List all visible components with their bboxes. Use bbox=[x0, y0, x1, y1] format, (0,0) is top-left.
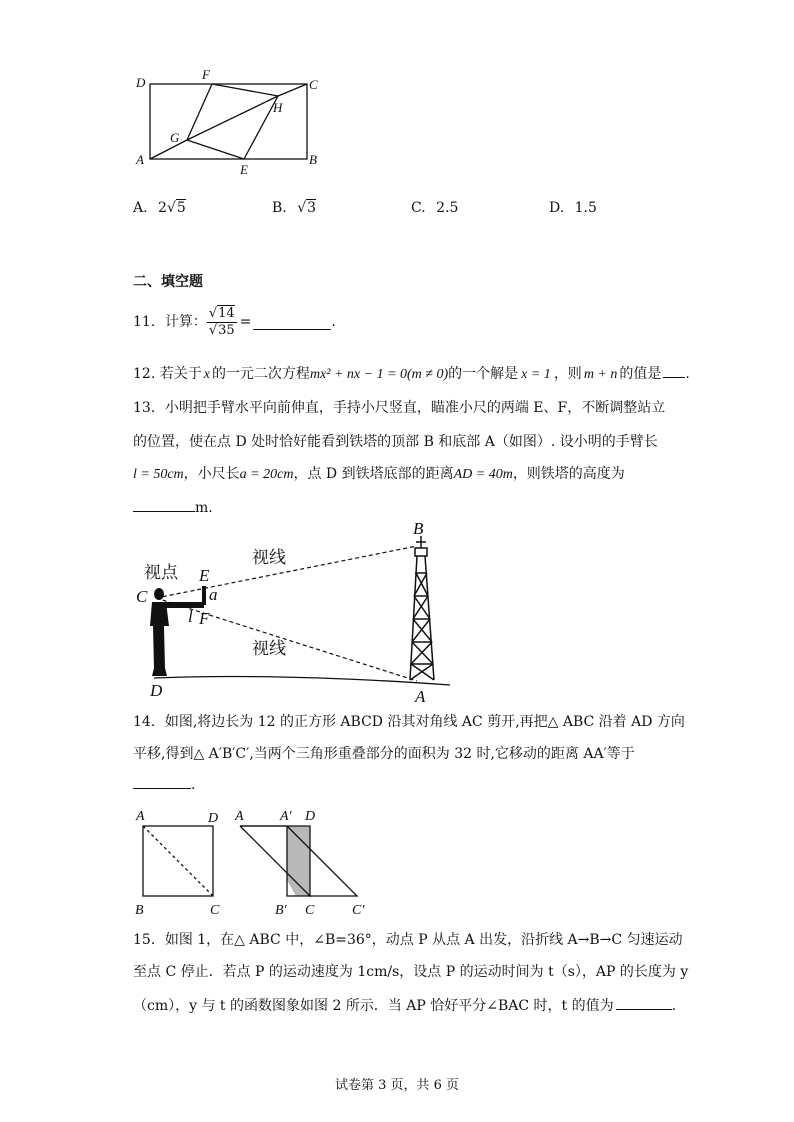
label-sightline-bottom: 视线 bbox=[252, 639, 286, 658]
label-f: F bbox=[202, 67, 210, 82]
question-14-line3: . bbox=[133, 774, 195, 795]
question-12: 12. 若关于 x 的一元二次方程mx² + nx − 1 = 0(m ≠ 0)的一个解是 x = 1 ，则 m + n 的值是 . bbox=[133, 363, 690, 385]
label-a-prime: A′ bbox=[280, 809, 292, 824]
question-15-line2: 至点 C 停止．若点 P 的运动速度为 1cm/s，设点 P 的运动时间为 t（s），AP 的长度为 y bbox=[133, 964, 689, 980]
question-13-line2: 的位置，使在点 D 处时恰好能看到铁塔的顶部 B 和底部 A（如图）. 设小明的手臂长 bbox=[133, 434, 658, 450]
label-a-lower: a bbox=[209, 585, 218, 604]
label-e: E bbox=[199, 566, 210, 585]
figure-tower-sightline bbox=[132, 518, 452, 708]
figure-rectangle-abcd bbox=[128, 62, 328, 182]
label-e: E bbox=[240, 162, 248, 177]
label-a-right: A bbox=[235, 809, 244, 824]
segment-ag bbox=[150, 140, 187, 159]
question-13-line4: m. bbox=[133, 497, 213, 518]
question-15-line1: 15．如图 1，在△ ABC 中，∠B=36°，动点 P 从点 A 出发，沿折线 A→B→C 匀速运动 bbox=[133, 932, 683, 948]
section-title: 二、填空题 bbox=[133, 274, 203, 290]
segment-ge bbox=[187, 140, 244, 159]
tower-icon bbox=[410, 536, 434, 680]
label-c: C bbox=[309, 77, 318, 92]
answer-blank-14[interactable] bbox=[133, 774, 191, 789]
sightline-bottom bbox=[156, 598, 417, 681]
figure-square-translation bbox=[130, 802, 380, 922]
answer-blank-12[interactable] bbox=[663, 363, 685, 378]
person-icon bbox=[150, 586, 206, 676]
diagonal-ac bbox=[143, 826, 213, 896]
label-c-right: C bbox=[305, 903, 315, 918]
label-d: D bbox=[136, 75, 146, 90]
label-b: B bbox=[413, 519, 424, 538]
label-d: D bbox=[208, 811, 219, 826]
question-11: 11．计算： $\frac{√14}{√35}$ = . bbox=[133, 305, 336, 338]
sightline-top bbox=[156, 546, 417, 598]
option-d[interactable]: D. 1.5 bbox=[549, 200, 597, 216]
fraction: $\frac{√14}{√35}$ bbox=[208, 305, 235, 338]
overlap-region bbox=[287, 826, 310, 896]
question-15-line3: （cm），y 与 t 的函数图象如图 2 所示．当 AP 恰好平分∠BAC 时，t 的值为 . bbox=[133, 995, 676, 1016]
answer-blank-13[interactable] bbox=[133, 497, 195, 512]
label-a: A bbox=[136, 809, 145, 824]
segment-gh bbox=[187, 96, 278, 140]
question-14-line2: 平移,得到△ A′B′C′,当两个三角形重叠部分的面积为 32 时,它移动的距离 AA′等于 bbox=[133, 746, 635, 762]
sqrt-symbol: √ bbox=[297, 200, 307, 216]
question-13-line1: 13．小明把手臂水平向前伸直，手持小尺竖直，瞄准小尺的两端 E、F，不断调整站立 bbox=[133, 400, 666, 416]
question-13-line3: l = 50cm，小尺长a = 20cm，点 D 到铁塔底部的距离AD = 40m，则铁塔的高度为 bbox=[133, 466, 625, 482]
label-c: C bbox=[210, 903, 220, 918]
label-b-prime: B′ bbox=[275, 903, 287, 918]
label-sightline-top: 视线 bbox=[252, 548, 286, 567]
question-14-line1: 14．如图,将边长为 12 的正方形 ABCD 沿其对角线 AC 剪开,再把△ ABC 沿着 AD 方向 bbox=[133, 714, 685, 730]
label-c: C bbox=[136, 587, 148, 606]
label-f: F bbox=[199, 609, 210, 628]
rectangle-abcd bbox=[150, 84, 307, 159]
segment-fh bbox=[212, 84, 278, 96]
label-viewpoint: 视点 bbox=[144, 563, 178, 582]
label-h: H bbox=[273, 100, 283, 115]
option-c[interactable]: C. 2.5 bbox=[411, 200, 459, 216]
sqrt-symbol: √ bbox=[166, 200, 176, 216]
label-c-prime: C′ bbox=[352, 903, 365, 918]
page-footer: 试卷第 3 页，共 6 页 bbox=[334, 1078, 460, 1093]
option-b[interactable]: B. √3 bbox=[272, 200, 317, 216]
label-a: A bbox=[136, 152, 144, 167]
label-l: l bbox=[188, 607, 193, 626]
option-a[interactable]: A. 2√5 bbox=[133, 200, 186, 216]
label-b: B bbox=[309, 152, 317, 167]
segment-ch bbox=[278, 84, 307, 96]
label-a: A bbox=[415, 687, 426, 706]
answer-blank-15[interactable] bbox=[616, 995, 672, 1010]
label-b: B bbox=[135, 903, 144, 918]
label-d-right: D bbox=[305, 809, 316, 824]
answer-blank-11[interactable] bbox=[253, 315, 331, 330]
label-d: D bbox=[150, 681, 163, 700]
segment-gf bbox=[187, 84, 212, 140]
label-g: G bbox=[170, 130, 180, 145]
